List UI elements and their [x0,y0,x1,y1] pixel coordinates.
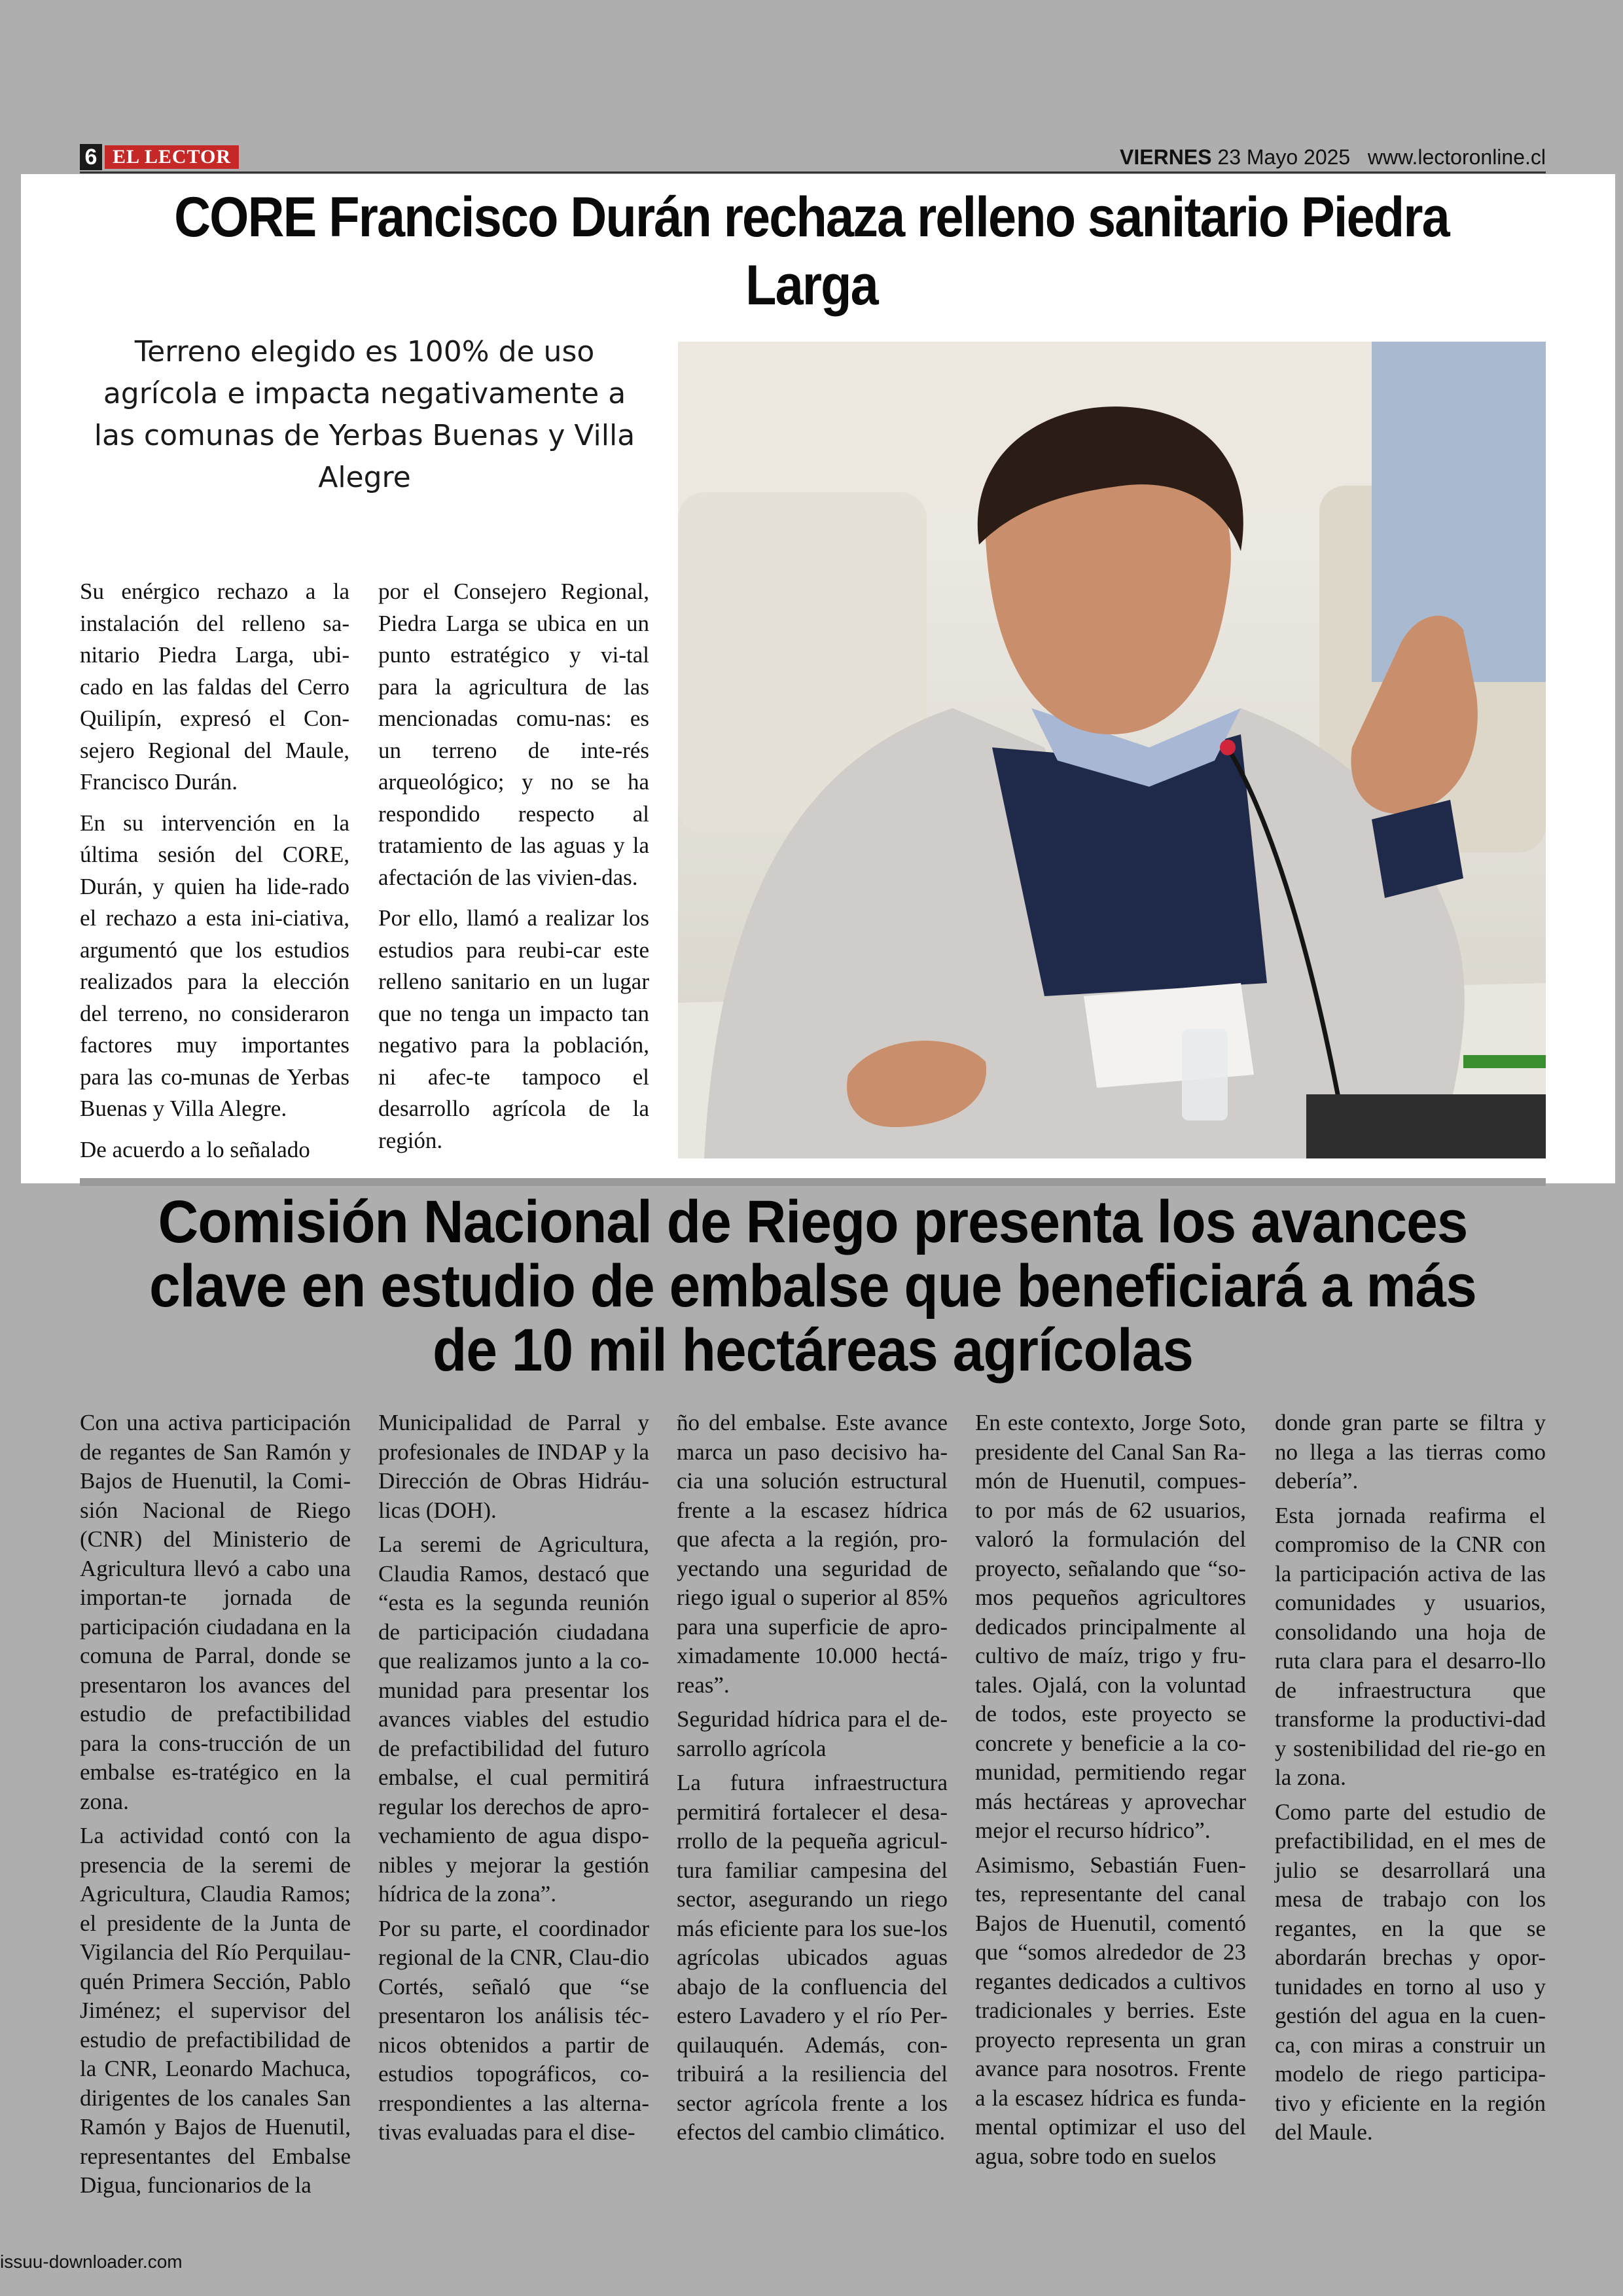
article1-column-1 [80,576,349,1175]
paragraph: Por ello, llamó a realizar los estudios para reubi-car este relleno sanitario en un lugar que no tenga un impacto tan negativo para la población, ni afec-te tampoco el desarrollo agrícola de la región. [378,905,649,1153]
paragraph: La futura infraestructura permitirá fortalecer el desa-rrollo de la pequeña agricul-tura familiar campesina del sector, asegurando un riego más eficiente para los sue-los agrícolas ubicados aguas abajo de la confluencia del estero Lavadero y el río Per-quilauquén. Además, con-tribuirá a la resiliencia del sector agrícola frente a los efectos del cambio climático. [677,1770,948,2145]
article2-column-1 [80,1408,351,2206]
source-watermark[interactable]: issuu-downloader.com [0,2251,183,2272]
article1-column-2 [378,576,649,1166]
article1-photo [678,342,1546,1158]
newspaper-logo: EL LECTOR [105,145,239,169]
paragraph: Como parte del estudio de prefactibilidad, en el mes de julio se desarrollará una mesa de trabajo con los regantes, en la que se abordarán brechas y opor-tunidades en torno al uso y gestión del agua en la cuen-ca, con miras a construir un modelo de riego participa-tivo y eficiente en la región del Maule. [1275,1799,1546,2145]
paragraph: Municipalidad de Parral y profesionales de INDAP y la Dirección de Obras Hidráu-licas (DOH). [378,1410,649,1523]
issue-day: VIERNES [1120,145,1212,169]
paragraph: Su enérgico rechazo a la instalación del relleno sa-nitario Piedra Larga, ubi-cado en las faldas del Cerro Quilipín, expresó el Con-sejero Regional del Maule, Francisco Durán. [80,579,349,795]
paragraph: Asimismo, Sebastián Fuen-tes, representante del canal Bajos de Huenutil, comentó que “somos alrededor de 23 regantes dedicados a cultivos tradicionales y berries. Este proyecto representa un gran avance para nosotros. Frente a la escasez hídrica es funda-mental optimizar el uso del agua, sobre todo en suelos [975,1852,1246,2169]
paragraph: Por su parte, el coordinador regional de la CNR, Clau-dio Cortés, señaló que “se presentaron los análisis téc-nicos obtenidos a partir de estudios topográficos, co-rrespondientes a las alterna-tivas evaluadas para el dise- [378,1915,649,2145]
paragraph: En su intervención en la última sesión del CORE, Durán, y quien ha lide-rado el rechazo a esta ini-ciativa, argumentó que los estudios realizados para la elección del terreno, no consideraron factores muy importantes para las co-munas de Yerbas Buenas y Villa Alegre. [80,810,349,1121]
paragraph: Con una activa participación de regantes de San Ramón y Bajos de Huenutil, la Comi-sión Nacional de Riego (CNR) del Ministerio de Agricultura llevó a cabo una importan-te jornada de participación ciudadana en la comuna de Parral, donde se presentaron los avances del estudio de prefactibilidad para la cons-trucción de un embalse es-tratégico en la zona. [80,1410,351,1814]
paragraph: La seremi de Agricultura, Claudia Ramos, destacó que “esta es la segunda reunión de participación ciudadana que realizamos junto a la co-munidad para presentar los avances viables del estudio de prefactibilidad del futuro embalse, el cual permitirá regular los derechos de apro-vechamiento de agua dispo-nibles y mejorar la gestión hídrica de la zona”. [378,1532,649,1907]
article1-deck: Terreno elegido es 100% de uso agrícola e impacta negativamente a las comunas de Yerbas Buenas y Villa Alegre [94,335,635,494]
article1-headline: CORE Francisco Durán rechaza relleno sanitario Piedra Larga [174,186,1449,317]
paragraph: La actividad contó con la presencia de la seremi de Agricultura, Claudia Ramos; el presidente de la Junta de Vigilancia del Río Perquilau-quén Primera Sección, Pablo Jiménez; el supervisor del estudio de prefactibilidad de la CNR, Leonardo Machuca, dirigentes de los canales San Ramón y Bajos de Huenutil, representantes del Embalse Digua, funcionarios de la [80,1823,351,2198]
issue-date-line [1120,143,1546,171]
article2-column-5 [1275,1408,1546,2153]
paragraph: Esta jornada reafirma el compromiso de la CNR con la participación activa de las comunidades y usuarios, consolidando una hoja de ruta clara para el desarro-llo de infraestructura que transforme la productivi-dad y sostenibilidad del rie-go en la zona. [1275,1502,1546,1790]
header-rule [80,171,1546,173]
paragraph: por el Consejero Regional, Piedra Larga se ubica en un punto estratégico y vi-tal para la agricultura de las mencionadas comu-nas: es un terreno de inte-rés arqueológico; y no se ha respondido respecto al tratamiento de las aguas y la afectación de las vivien-das. [378,579,649,890]
paragraph: De acuerdo a lo señalado [80,1136,310,1162]
page-number: 6 [80,144,102,170]
website-url: www.lectoronline.cl [1367,145,1546,169]
paragraph: ño del embalse. Este avance marca un paso decisivo ha-cia una solución estructural frente a la escasez hídrica que afecta a la región, pro-yectando una seguridad de riego igual o superior al 85% para una superficie de apro-ximadamente 10.000 hectá-reas”. [677,1410,948,1698]
issue-date: 23 Mayo 2025 [1217,145,1351,169]
article2-column-3 [677,1408,948,2153]
subheading: Seguridad hídrica para el de-sarrollo agrícola [677,1706,948,1761]
photo-councillor-speaking [678,342,1546,1158]
paragraph: En este contexto, Jorge Soto, presidente del Canal San Ra-món de Huenutil, compues-to por más de 62 usuarios, valoró la formulación del proyecto, señalando que “so-mos pequeños agricultores dedicados principalmente al cultivo de maíz, trigo y fru-tales. Ojalá, con la voluntad de todos, este proyecto se concrete y beneficie a la co-munidad, permitiendo regar más hectáreas y aprovechar mejor el recurso hídrico”. [975,1410,1246,1843]
article2-column-4 [975,1408,1246,2176]
article2-column-2 [378,1408,649,2153]
article2-headline: Comisión Nacional de Riego presenta los avances clave en estudio de embalse que beneficiará a más de 10 mil hectáreas agrícolas [149,1189,1476,1384]
section-divider [80,1178,1546,1186]
paragraph: donde gran parte se filtra y no llega a las tierras como debería”. [1275,1410,1546,1494]
